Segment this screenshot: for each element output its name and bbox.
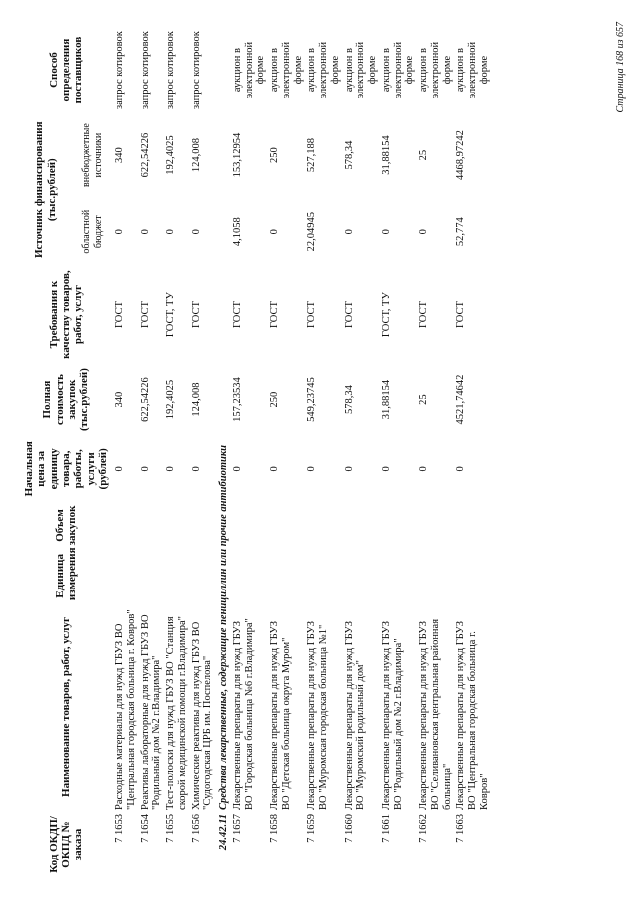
table-body-2 xyxy=(231,27,492,877)
cell-name: Лекарственные препараты для нужд ГБУЗ ВО "Городская больница №6 г.Владимира" xyxy=(231,618,255,810)
cell-code: 7 1656 xyxy=(190,813,202,843)
header-name: Наименование товаров, работ, услуг xyxy=(59,617,72,797)
cell-extra: 31,88154 xyxy=(380,135,392,175)
cell-quality: ГОСТ xyxy=(343,301,355,329)
header-quality: Требования к качеству товаров, работ, услуг xyxy=(47,270,85,359)
cell-quality: ГОСТ xyxy=(231,301,243,329)
cell-quality: ГОСТ xyxy=(418,301,430,329)
cell-code: 7 1663 xyxy=(455,813,467,843)
cell-unit xyxy=(268,550,305,602)
cell-extra: 622,54226 xyxy=(139,132,151,178)
cell-regional: 0 xyxy=(165,229,177,235)
cell-code: 7 1658 xyxy=(269,813,281,843)
section-code: 24.42.11 xyxy=(218,813,230,851)
cell-volume xyxy=(454,501,491,549)
cell-start-price: 0 xyxy=(343,466,355,472)
cell-name: Лекарственные препараты для нужд ГБУЗ ВО "Центральная городская больница г. Ковров" xyxy=(455,621,490,810)
cell-unit xyxy=(139,550,165,602)
cell-total: 340 xyxy=(114,391,126,408)
cell-code: 7 1661 xyxy=(380,813,392,843)
cell-regional: 0 xyxy=(380,229,392,235)
table-row xyxy=(164,27,190,877)
cell-extra: 578,34 xyxy=(343,140,355,170)
cell-code: 7 1659 xyxy=(306,813,318,843)
cell-unit xyxy=(231,550,268,602)
cell-code: 7 1654 xyxy=(139,813,151,843)
cell-start-price: 0 xyxy=(269,466,281,472)
cell-start-price: 0 xyxy=(114,466,126,472)
header-source-extra: внебюджетные источники xyxy=(81,123,104,187)
cell-method: аукцион в электронной форме xyxy=(380,41,416,99)
cell-quality: ГОСТ xyxy=(455,301,467,329)
cell-volume xyxy=(139,501,165,549)
cell-start-price: 0 xyxy=(380,466,392,472)
table-row xyxy=(190,27,216,877)
section-row xyxy=(215,27,231,877)
cell-total: 622,54226 xyxy=(139,377,151,422)
cell-method: аукцион в электронной форме xyxy=(306,41,341,99)
cell-regional: 0 xyxy=(343,229,355,235)
cell-total: 578,34 xyxy=(343,385,355,415)
cell-volume xyxy=(343,501,380,549)
cell-regional: 0 xyxy=(190,229,202,235)
cell-method: аукцион в электронной форме xyxy=(231,41,267,99)
cell-name: Лекарственные препараты для нужд ГБУЗ ВО "Детская больница округа Муром" xyxy=(269,621,292,810)
table-row xyxy=(454,27,491,877)
cell-total: 192,4025 xyxy=(165,379,177,420)
cell-name: Расходные материалы для нужд ГБУЗ ВО "Центральная городская больница г. Ковров" xyxy=(114,609,137,810)
cell-extra: 25 xyxy=(418,149,430,161)
cell-extra: 250 xyxy=(269,147,281,163)
cell-name: Реактивы лабораторные для нужд ГБУЗ ВО "Родильный дом №2 г.Владимира" xyxy=(139,614,163,810)
cell-name: Лекарственные препараты для нужд ГБУЗ ВО "Муромская городская больница №1" xyxy=(306,621,330,810)
cell-start-price: 0 xyxy=(418,466,430,472)
header-source: Источник финансирования (тыс.рублей) xyxy=(33,121,58,259)
cell-volume xyxy=(380,501,417,549)
header-code: Код ОКДП/ ОКПД № заказа xyxy=(47,816,85,873)
cell-method: запрос котировок xyxy=(190,31,202,110)
cell-name: Химические реактивы для нужд ГБУЗ ВО "Судогодская ЦРБ им. Поспелова" xyxy=(190,621,214,810)
cell-regional: 0 xyxy=(114,229,126,235)
page-number: Страница 168 из 657 xyxy=(615,22,626,113)
header-total: Полная стоимость закупок (тыс.рублей) xyxy=(41,368,91,432)
cell-code: 7 1662 xyxy=(418,813,430,843)
cell-method: аукцион в электронной форме xyxy=(343,41,379,99)
cell-extra: 192,4025 xyxy=(165,135,177,175)
header-volume: Объем закупок xyxy=(53,505,79,546)
cell-extra: 340 xyxy=(114,147,126,163)
header-start-price: Начальная цена за единицу товара, работы, услуги (рублей) xyxy=(23,441,109,497)
cell-method: аукцион в электронной форме xyxy=(455,41,490,99)
cell-method: запрос котировок xyxy=(165,31,177,110)
cell-method: запрос котировок xyxy=(139,31,151,110)
cell-regional: 22,04945 xyxy=(306,212,318,252)
cell-total: 157,23534 xyxy=(231,377,243,422)
cell-volume xyxy=(113,501,139,549)
cell-volume xyxy=(190,501,216,549)
cell-method: аукцион в электронной форме xyxy=(269,41,304,99)
cell-regional: 52,774 xyxy=(455,217,467,247)
cell-unit xyxy=(305,550,342,602)
cell-total: 25 xyxy=(418,394,430,405)
cell-name: Лекарственные препараты для нужд ГБУЗ ВО "Родильный дом №2 г.Владимира" xyxy=(380,621,404,810)
cell-quality: ГОСТ xyxy=(269,301,281,329)
cell-volume xyxy=(417,501,454,549)
cell-extra: 153,12954 xyxy=(231,132,243,178)
cell-start-price: 0 xyxy=(455,466,467,472)
cell-extra: 527,188 xyxy=(306,138,318,173)
cell-quality: ГОСТ, ТУ xyxy=(165,292,177,338)
cell-start-price: 0 xyxy=(165,466,177,472)
section-title: Средства лекарственные, содержащие пенициллин или прочие антибиотики xyxy=(218,445,230,810)
table-row xyxy=(305,27,342,877)
table-row xyxy=(380,27,417,877)
cell-extra: 124,008 xyxy=(190,138,202,173)
cell-quality: ГОСТ xyxy=(114,301,126,329)
cell-quality: ГОСТ xyxy=(306,301,318,329)
cell-volume xyxy=(268,501,305,549)
cell-unit xyxy=(164,550,190,602)
header-source-regional: областной бюджет xyxy=(81,209,104,254)
cell-total: 4521,74642 xyxy=(455,374,467,425)
cell-unit xyxy=(417,550,454,602)
table-row xyxy=(268,27,305,877)
cell-extra: 4468,97242 xyxy=(455,130,467,181)
cell-code: 7 1653 xyxy=(114,813,126,843)
cell-name: Лекарственные препараты для нужд ГБУЗ ВО "Муромский родильный дом" xyxy=(343,621,367,810)
cell-unit xyxy=(454,550,491,602)
table-row xyxy=(113,27,139,877)
cell-unit xyxy=(113,550,139,602)
cell-code: 7 1657 xyxy=(231,813,243,843)
procurement-table xyxy=(22,27,492,877)
cell-name: Лекарственные препараты для нужд ГБУЗ ВО "Селивановская центральная районная больница" xyxy=(418,618,453,810)
header-unit: Единица измерения xyxy=(53,547,79,601)
cell-method: запрос котировок xyxy=(114,31,126,110)
cell-unit xyxy=(380,550,417,602)
cell-unit xyxy=(343,550,380,602)
cell-quality: ГОСТ xyxy=(190,301,202,329)
cell-regional: 0 xyxy=(139,229,151,235)
cell-total: 250 xyxy=(269,391,281,408)
cell-code: 7 1655 xyxy=(165,813,177,843)
cell-regional: 0 xyxy=(418,229,430,235)
cell-quality: ГОСТ, ТУ xyxy=(380,292,392,338)
cell-total: 549,23745 xyxy=(306,377,318,422)
cell-volume xyxy=(231,501,268,549)
table-body-1 xyxy=(113,27,215,877)
table-row xyxy=(343,27,380,877)
cell-total: 124,008 xyxy=(190,382,202,417)
cell-start-price: 0 xyxy=(306,466,318,472)
header-method: Способ определения поставщиков xyxy=(47,36,85,104)
cell-start-price: 0 xyxy=(190,466,202,472)
cell-total: 31,88154 xyxy=(380,379,392,420)
cell-volume xyxy=(164,501,190,549)
cell-name: Тест-полоски для нужд ГБУЗ ВО "Станция скорой медицинской помощи г.Владимира" xyxy=(165,616,188,810)
cell-regional: 0 xyxy=(269,229,281,235)
cell-start-price: 0 xyxy=(231,466,243,472)
cell-unit xyxy=(190,550,216,602)
cell-code: 7 1660 xyxy=(343,813,355,843)
cell-regional: 4,1058 xyxy=(231,217,243,247)
table-row xyxy=(139,27,165,877)
cell-method: аукцион в электронной форме xyxy=(418,41,453,99)
section-body xyxy=(215,27,231,877)
table-row xyxy=(231,27,268,877)
cell-start-price: 0 xyxy=(139,466,151,472)
cell-quality: ГОСТ xyxy=(139,301,151,329)
table-row xyxy=(417,27,454,877)
cell-volume xyxy=(305,501,342,549)
